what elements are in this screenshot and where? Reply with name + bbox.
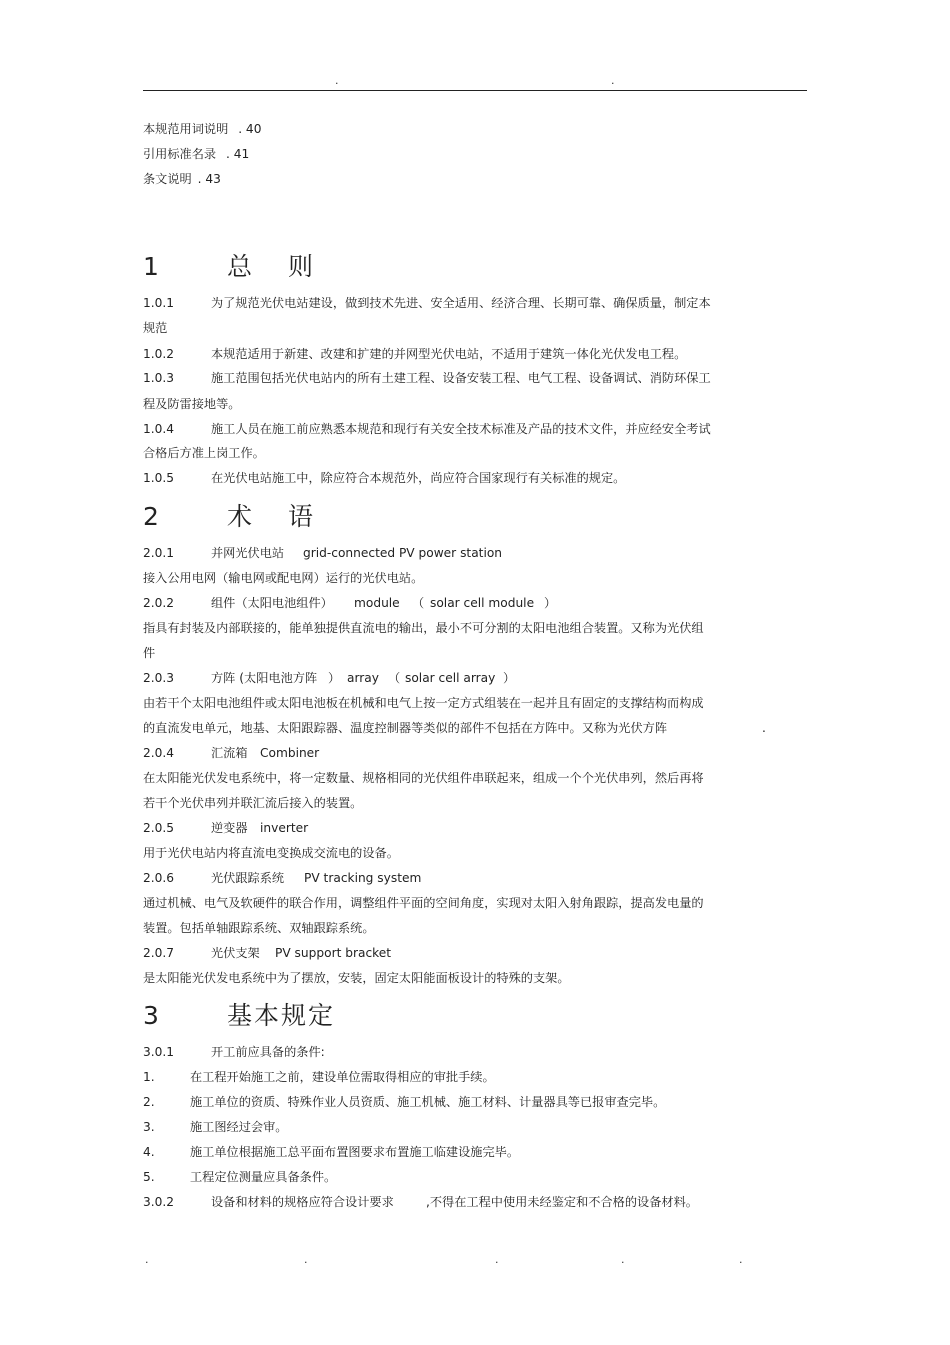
footer-dot: . — [739, 1253, 743, 1266]
toc-page: . 41 — [226, 147, 250, 161]
list-number: 4. — [143, 1145, 155, 1159]
clause-text: 设备和材料的规格应符合设计要求 — [211, 1195, 394, 1209]
header-dot-right: . — [611, 74, 615, 87]
term-definition-cont: 装置。包括单轴跟踪系统、双轴跟踪系统。 — [143, 921, 375, 935]
term-definition: 通过机械、电气及软硬件的联合作用，调整组件平面的空间角度，实现对太阳入射角跟踪，提高发电量的 — [143, 896, 704, 910]
clause-text-cont: 规范 — [143, 321, 168, 335]
toc-item — [143, 146, 249, 162]
clause-text: ,不得在工程中使用未经鉴定和不合格的设备材料。 — [426, 1195, 698, 1209]
term-cn: 光伏跟踪系统 — [211, 871, 285, 885]
term-cn: 逆变器 — [211, 821, 248, 835]
list-item: 施工图经过会审。 — [190, 1120, 288, 1134]
term-en: solar cell array — [405, 671, 496, 685]
clause-number: 1.0.1 — [143, 296, 175, 310]
term-definition-cont: 的直流发电单元，地基、太阳跟踪器、温度控制器等类似的部件不包括在方阵中。又称为光伏方阵 — [143, 721, 668, 735]
clause-number: 3.0.1 — [143, 1045, 175, 1059]
term-en: Combiner — [260, 746, 320, 760]
chapter-title: 总 则 — [227, 252, 327, 281]
toc-page: . 40 — [238, 122, 262, 136]
clause-text: 在光伏电站施工中，除应符合本规范外，尚应符合国家现行有关标准的规定。 — [211, 471, 626, 485]
term-cn: 光伏支架 — [211, 946, 260, 960]
term-number: 2.0.7 — [143, 946, 175, 960]
toc-label: 条文说明 — [143, 172, 192, 186]
footer-dot: . — [304, 1253, 308, 1266]
term-paren: （ — [412, 596, 425, 610]
term-cn: 组件（太阳电池组件） — [211, 596, 333, 610]
term-number: 2.0.4 — [143, 746, 175, 760]
clause-text: 为了规范光伏电站建设，做到技术先进、安全适用、经济合理、长期可靠、确保质量，制定本 — [211, 296, 711, 310]
term-number: 2.0.5 — [143, 821, 175, 835]
term-en: module — [354, 596, 400, 610]
header-rule — [143, 90, 807, 91]
term-definition-cont: 若干个光伏串列并联汇流后接入的装置。 — [143, 796, 363, 810]
term-cn: 汇流箱 — [211, 746, 248, 760]
clause-number: 1.0.3 — [143, 371, 175, 385]
footer-dot: . — [621, 1253, 625, 1266]
list-item: 在工程开始施工之前，建设单位需取得相应的审批手续。 — [190, 1070, 495, 1084]
chapter-number: 2 — [143, 502, 159, 531]
term-definition: 由若干个太阳电池组件或太阳电池板在机械和电气上按一定方式组装在一起并且有固定的支撑结构而构成 — [143, 696, 704, 710]
toc-label: 引用标准名录 — [143, 147, 217, 161]
clause-number: 3.0.2 — [143, 1195, 175, 1209]
toc-page: . 43 — [197, 172, 221, 186]
clause-number: 1.0.5 — [143, 471, 175, 485]
list-item: 施工单位根据施工总平面布置图要求布置施工临建设施完毕。 — [190, 1145, 520, 1159]
list-item: 施工单位的资质、特殊作业人员资质、施工机械、施工材料、计量器具等已报审查完毕。 — [190, 1095, 666, 1109]
term-en: inverter — [260, 821, 309, 835]
term-paren: （ — [388, 671, 401, 685]
term-en: array — [347, 671, 379, 685]
chapter-number: 1 — [143, 252, 159, 281]
term-en: grid-connected PV power station — [303, 546, 503, 560]
term-en: solar cell module — [430, 596, 535, 610]
term-definition-cont: 件 — [143, 646, 156, 660]
list-number: 5. — [143, 1170, 155, 1184]
term-number: 2.0.3 — [143, 671, 175, 685]
clause-text-cont: 合格后方准上岗工作。 — [143, 446, 265, 460]
toc-item — [143, 121, 261, 137]
term-definition: 用于光伏电站内将直流电变换成交流电的设备。 — [143, 846, 399, 860]
footer-dot: . — [495, 1253, 499, 1266]
term-paren: ） — [544, 596, 557, 610]
header-dot-left: . — [335, 74, 339, 87]
term-number: 2.0.1 — [143, 546, 175, 560]
term-en: PV support bracket — [275, 946, 392, 960]
chapter-title: 术 语 — [227, 502, 327, 531]
term-definition: 指具有封装及内部联接的，能单独提供直流电的输出，最小不可分割的太阳电池组合装置。又称为光伏组 — [143, 621, 704, 635]
term-cn: 并网光伏电站 — [211, 546, 285, 560]
term-definition: 接入公用电网（输电网或配电网）运行的光伏电站。 — [143, 571, 424, 585]
list-number: 1. — [143, 1070, 155, 1084]
toc-item — [143, 171, 221, 187]
toc-label: 本规范用词说明 — [143, 122, 229, 136]
clause-text: 开工前应具备的条件: — [211, 1045, 325, 1059]
term-number: 2.0.2 — [143, 596, 175, 610]
clause-number: 1.0.2 — [143, 347, 175, 361]
term-number: 2.0.6 — [143, 871, 175, 885]
list-item: 工程定位测量应具备条件。 — [190, 1170, 337, 1184]
clause-text: 本规范适用于新建、改建和扩建的并网型光伏电站，不适用于建筑一体化光伏发电工程。 — [211, 347, 687, 361]
term-paren: ） — [503, 671, 516, 685]
clause-text: 施工人员在施工前应熟悉本规范和现行有关安全技术标准及产品的技术文件，并应经安全考试 — [211, 422, 711, 436]
footer-dot: . — [145, 1253, 149, 1266]
chapter-title: 基本规定 — [227, 1001, 336, 1030]
list-number: 3. — [143, 1120, 155, 1134]
chapter-number: 3 — [143, 1001, 159, 1030]
term-definition: 是太阳能光伏发电系统中为了摆放，安装，固定太阳能面板设计的特殊的支架。 — [143, 971, 570, 985]
trailing-dot: . — [762, 721, 766, 735]
list-number: 2. — [143, 1095, 155, 1109]
term-paren: ） — [328, 671, 341, 685]
clause-text-cont: 程及防雷接地等。 — [143, 397, 241, 411]
term-cn: 方阵 (太阳电池方阵 — [211, 671, 318, 685]
term-definition: 在太阳能光伏发电系统中，将一定数量、规格相同的光伏组件串联起来，组成一个个光伏串列，然后再将 — [143, 771, 704, 785]
term-en: PV tracking system — [304, 871, 422, 885]
clause-number: 1.0.4 — [143, 422, 175, 436]
clause-text: 施工范围包括光伏电站内的所有土建工程、设备安装工程、电气工程、设备调试、消防环保工 — [211, 371, 711, 385]
